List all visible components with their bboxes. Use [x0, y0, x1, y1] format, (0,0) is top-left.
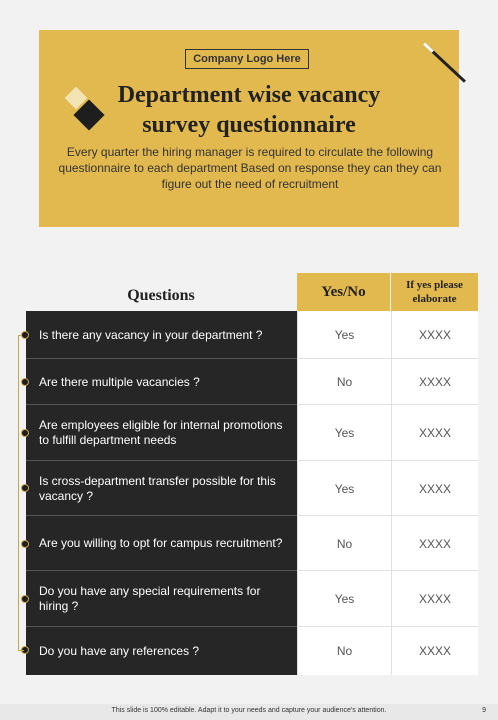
page-number: 9 — [482, 707, 486, 714]
question-cell: Are you willing to opt for campus recruitment? — [26, 516, 297, 571]
detail-cell: XXXX — [391, 516, 478, 571]
timeline-tick — [18, 650, 24, 651]
timeline-line — [18, 336, 19, 651]
table-row — [26, 516, 478, 571]
question-cell: Do you have any references ? — [26, 627, 297, 675]
answer-cell: Yes — [297, 461, 391, 516]
answer-cell: No — [297, 627, 391, 675]
timeline-dot — [21, 540, 29, 548]
timeline-dot — [21, 595, 29, 603]
detail-cell: XXXX — [391, 571, 478, 627]
table-row — [26, 627, 478, 675]
title-line-1: Department wise vacancy — [117, 82, 381, 108]
question-cell: Is cross-department transfer possible for this vacancy ? — [26, 461, 297, 516]
detail-cell: XXXX — [391, 359, 478, 405]
questions-heading: Questions — [127, 287, 195, 304]
detail-cell: XXXX — [391, 627, 478, 675]
answer-cell: Yes — [297, 405, 391, 461]
title-line-2: survey questionnaire — [142, 112, 356, 138]
question-cell: Are there multiple vacancies ? — [26, 359, 297, 405]
answer-cell: Yes — [297, 571, 391, 627]
timeline-dot — [21, 331, 29, 339]
answer-cell: Yes — [297, 311, 391, 359]
yes-no-heading: Yes/No — [297, 273, 390, 311]
elaborate-heading: If yes please elaborate — [391, 273, 478, 311]
detail-cell: XXXX — [391, 311, 478, 359]
table-row — [26, 571, 478, 627]
question-cell: Are employees eligible for internal promotions to fulfill department needs — [26, 405, 297, 461]
table-row — [26, 461, 478, 516]
question-cell: Is there any vacancy in your department ? — [26, 311, 297, 359]
detail-cell: XXXX — [391, 461, 478, 516]
table-row — [26, 359, 478, 405]
table-row — [26, 405, 478, 461]
timeline-dot — [21, 484, 29, 492]
answer-cell: No — [297, 516, 391, 571]
timeline-dot — [21, 429, 29, 437]
page-title — [100, 80, 398, 140]
page-subtitle: Every quarter the hiring manager is required to circulate the following questionnaire to each department Based on response they can they can figure out the need of recruitment — [58, 145, 442, 191]
questionnaire-table — [26, 311, 478, 675]
company-logo-placeholder: Company Logo Here — [185, 49, 309, 69]
table-row — [26, 311, 478, 359]
detail-cell: XXXX — [391, 405, 478, 461]
footer-note: This slide is 100% editable. Adapt it to your needs and capture your audience's attention. — [111, 707, 387, 714]
timeline-dot — [21, 378, 29, 386]
answer-cell: No — [297, 359, 391, 405]
question-cell: Do you have any special requirements for hiring ? — [26, 571, 297, 627]
